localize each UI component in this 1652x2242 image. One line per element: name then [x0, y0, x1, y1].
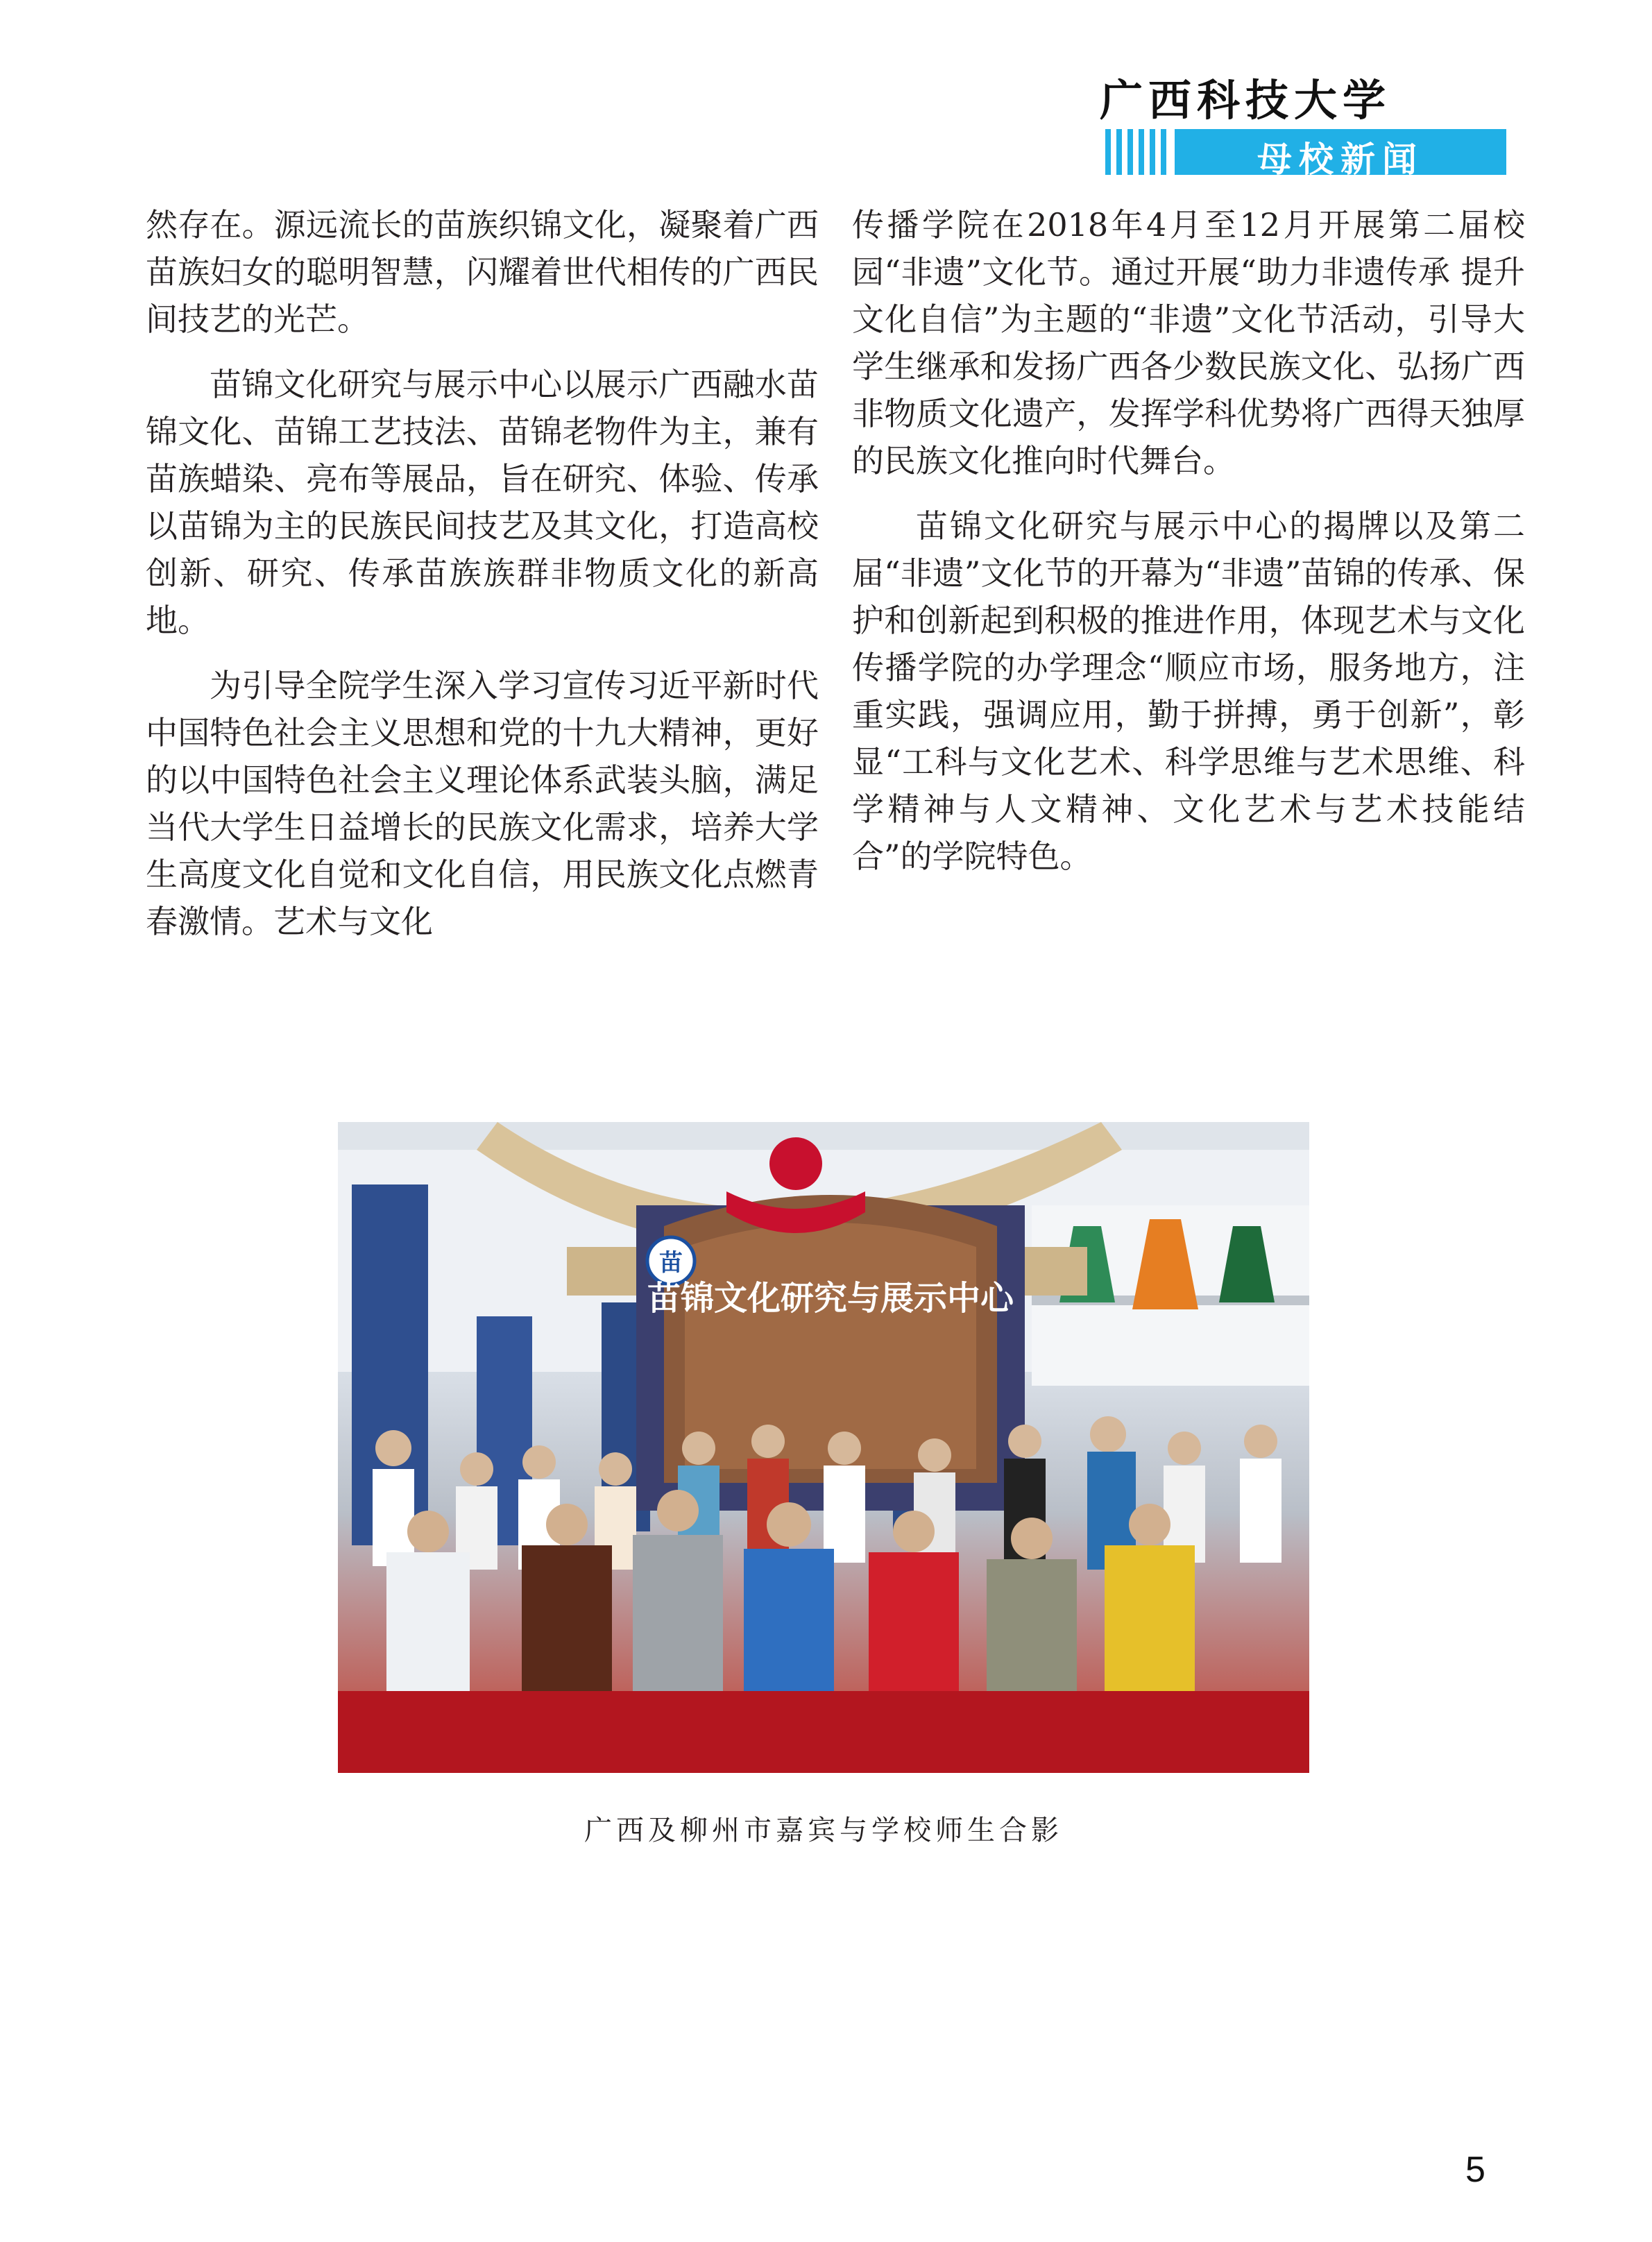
article-paragraph: 传播学院在2018年4月至12月开展第二届校园“非遗”文化节。通过开展“助力非遗传承 提升文化自信”为主题的“非遗”文化节活动，引导大学生继承和发扬广西各少数民族文化、弘扬广西非物质文化遗产，发挥学科优势将广西得天独厚的民族文化推向时代舞台。: [852, 206, 1525, 479]
article-paragraph: 苗锦文化研究与展示中心的揭牌以及第二届“非遗”文化节的开幕为“非遗”苗锦的传承、保护和创新起到积极的推进作用，体现艺术与文化传播学院的办学理念“顺应市场，服务地方，注重实践，强调应用，勤于拼搏，勇于创新”，彰显“工科与文化艺术、科学思维与艺术思维、科学精神与人文精神、文化艺术与艺术技能结合”的学院特色。: [852, 507, 1525, 875]
article-left-column: [146, 201, 819, 945]
page-number: 5: [1465, 2150, 1485, 2190]
article-right-column: [852, 201, 1525, 880]
publication-title: 广西科技大学: [1100, 75, 1392, 126]
group-photo-illustration: [338, 1122, 1309, 1773]
sign-text: 苗锦文化研究与展示中心: [647, 1279, 1014, 1318]
section-label: 母校新闻: [1257, 139, 1424, 180]
article-paragraph: 然存在。源远流长的苗族织锦文化，凝聚着广西苗族妇女的聪明智慧，闪耀着世代相传的广西民间技艺的光芒。: [146, 206, 819, 338]
sign-logo: 苗: [659, 1249, 683, 1277]
section-banner: [1105, 129, 1506, 180]
section-label-band: [1175, 129, 1506, 180]
article-paragraph: 苗锦文化研究与展示中心以展示广西融水苗锦文化、苗锦工艺技法、苗锦老物件为主，兼有苗族蜡染、亮布等展品，旨在研究、体验、传承以苗锦为主的民族民间技艺及其文化，打造高校创新、研究、传承苗族族群非物质文化的新高地。: [146, 366, 819, 639]
group-photo: [338, 1122, 1309, 1773]
banner-stripes: [1105, 129, 1168, 175]
photo-caption: 广西及柳州市嘉宾与学校师生合影: [584, 1815, 1063, 1846]
article-paragraph: 为引导全院学生深入学习宣传习近平新时代中国特色社会主义思想和党的十九大精神，更好的以中国特色社会主义理论体系武装头脑，满足当代大学生日益增长的民族文化需求，培养大学生高度文化自觉和文化自信，用民族文化点燃青春激情。艺术与文化: [146, 667, 819, 940]
